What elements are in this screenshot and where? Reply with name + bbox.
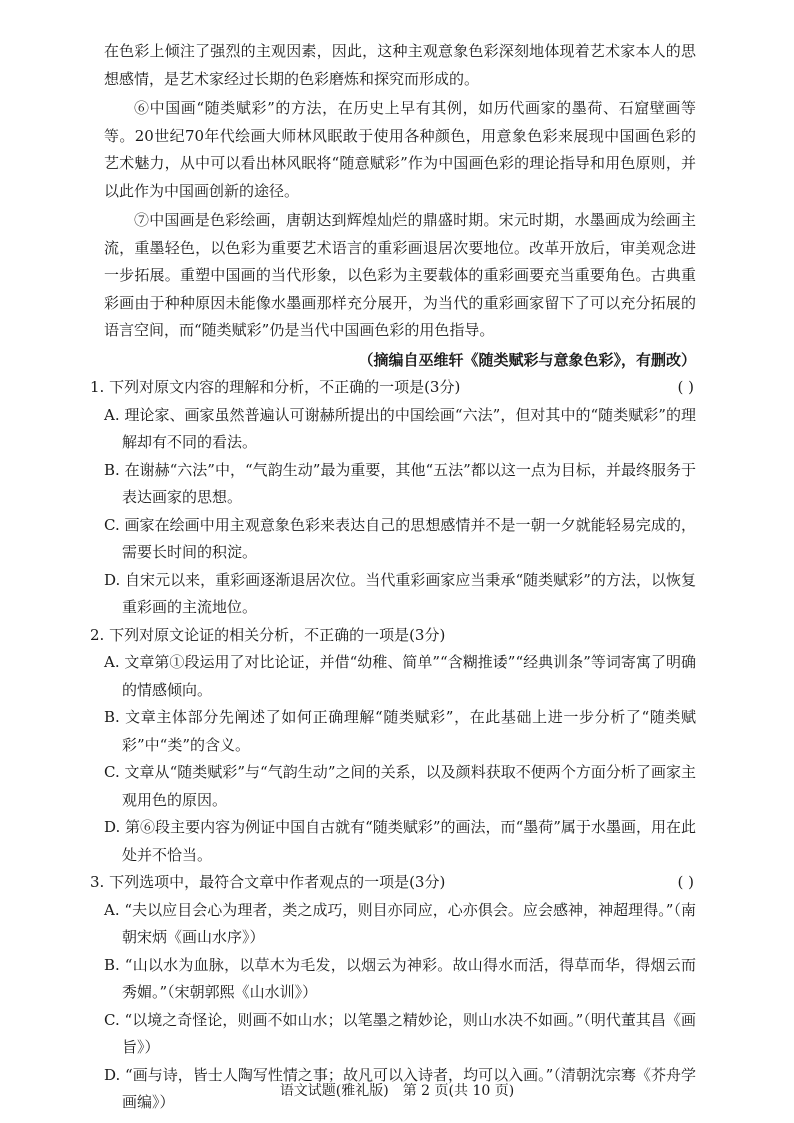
option-b: B. 在谢赫“六法”中，“气韵生动”最为重要，其他“五法”都以这一点为目标，并最终服务于表达画家的思想。 [104,460,696,506]
answer-bracket: ( ) [677,378,694,396]
passage-paragraph-continued: 在色彩上倾注了强烈的主观因素，因此，这种主观意象色彩深刻地体现着艺术家本人的思想感情，是艺术家经过长期的色彩磨炼和探究而形成的。 [104,42,696,88]
question-stem [90,374,696,402]
option-c: C. 画家在绘画中用主观意象色彩来表达自己的思想感情并不是一朝一夕就能轻易完成的，需要长时间的积淀。 [104,515,696,561]
page-footer: 语文试题(雅礼版) 第 2 页(共 10 页) [279,1083,515,1099]
option-d: D. 自宋元以来，重彩画逐渐退居次位。当代重彩画家应当秉承“随类赋彩”的方法，以恢复重彩画的主流地位。 [104,570,696,616]
question-stem-text: 2. 下列对原文论证的相关分析，不正确的一项是(3分) [90,625,446,644]
question-2 [90,622,696,870]
passage-paragraph-7: ⑦中国画是色彩绘画，唐朝达到辉煌灿烂的鼎盛时期。宋元时期，水墨画成为绘画主流，重墨轻色，以色彩为重要艺术语言的重彩画退居次要地位。改革开放后，审美观念进一步拓展。重塑中国画的当代形象，以色彩为主要载体的重彩画要充当重要角色。古典重彩画由于种种原因未能像水墨画那样充分展开，为当代的重彩画家留下了可以充分拓展的语言空间，而“随类赋彩”仍是当代中国画色彩的用色指导。 [104,211,696,339]
passage-source: （摘编自巫维轩《随类赋彩与意象色彩》，有删改） [358,350,696,369]
question-1 [90,374,696,622]
option-b: B. 文章主体部分先阐述了如何正确理解“随类赋彩”，在此基础上进一步分析了“随类赋彩”中“类”的含义。 [104,708,696,754]
option-a: A. “夫以应目会心为理者，类之成巧，则目亦同应，心亦俱会。应会感神，神超理得。”（南朝宋炳《画山水序》） [104,900,696,946]
option-d: D. 第⑥段主要内容为例证中国自古就有“随类赋彩”的画法，而“墨荷”属于水墨画，用在此处并不恰当。 [104,818,696,864]
question-stem [90,622,696,650]
question-stem-text: 1. 下列对原文内容的理解和分析，不正确的一项是(3分) [90,378,461,396]
option-d: D. “画与诗，皆士人陶写性情之事；故凡可以入诗者，均可以入画。”（清朝沈宗骞《芥舟学画编》） [104,1065,696,1111]
option-b: B. “山以水为血脉，以草木为毛发，以烟云为神彩。故山得水而活，得草而华，得烟云而秀媚。”（宋朝郭熙《山水训》） [104,955,696,1001]
passage-paragraph-6: ⑥中国画“随类赋彩”的方法，在历史上早有其例，如历代画家的墨荷、石窟壁画等等。20世纪70年代绘画大师林风眠敢于使用各种颜色，用意象色彩来展现中国画色彩的艺术魅力，从中可以看出林风眠将“随意赋彩”作为中国画色彩的理论指导和用色原则，并以此作为中国画创新的途径。 [104,99,696,200]
option-a: A. 文章第①段运用了对比论证，并借“幼稚、简单”“含糊推诿”“经典训条”等词寄寓了明确的情感倾向。 [104,653,696,699]
option-a: A. 理论家、画家虽然普遍认可谢赫所提出的中国绘画“六法”，但对其中的“随类赋彩”的理解却有不同的看法。 [104,405,696,451]
answer-bracket: ( ) [677,873,694,891]
option-c: C. 文章从“随类赋彩”与“气韵生动”之间的关系，以及颜料获取不便两个方面分析了画家主观用色的原因。 [104,763,696,809]
option-c: C. “以境之奇怪论，则画不如山水；以笔墨之精妙论，则山水决不如画。”（明代董其昌《画旨》） [104,1010,696,1056]
question-stem [90,869,696,897]
page-content [90,38,696,1117]
question-stem-text: 3. 下列选项中，最符合文章中作者观点的一项是(3分) [90,873,446,891]
